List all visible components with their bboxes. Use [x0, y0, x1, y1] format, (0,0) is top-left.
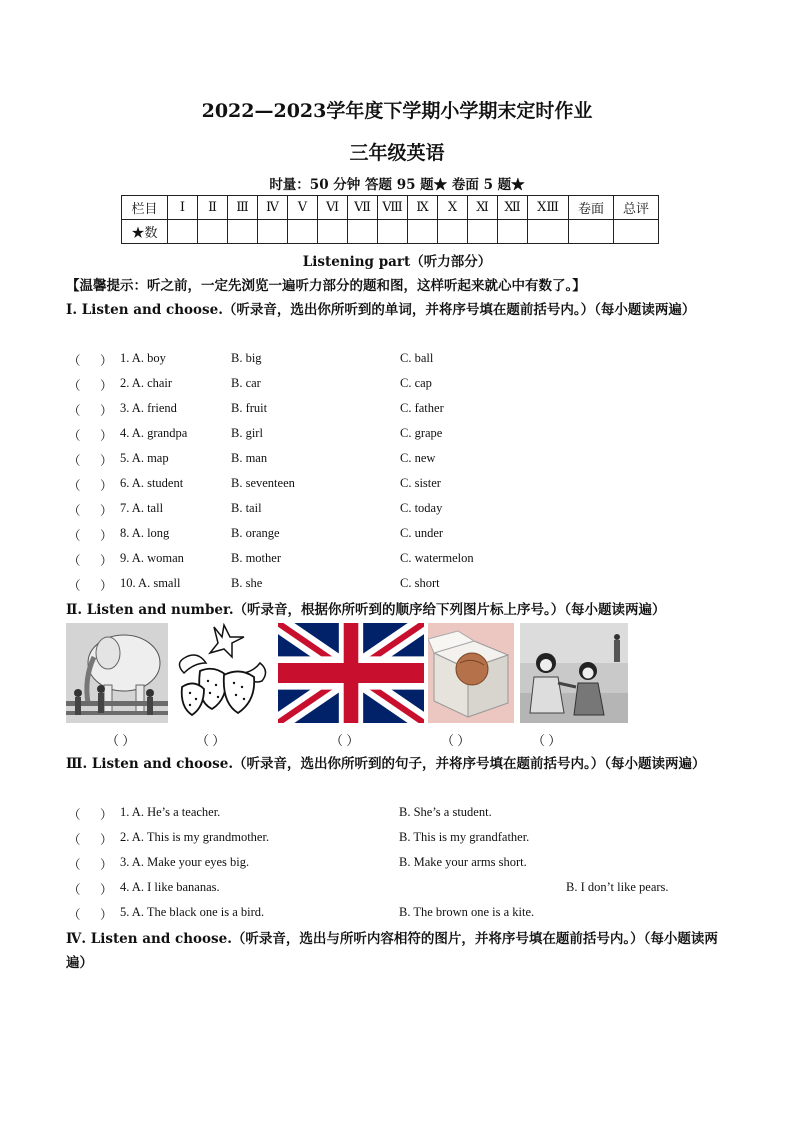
answer-blank[interactable]: （: [68, 579, 81, 593]
section-4-heading: Ⅳ. Listen and choose.（听录音，选出与所听内容相符的图片，并将序号填在题前括号内。）（每小题读两遍）: [66, 931, 718, 971]
option-c: C. grape: [400, 426, 443, 440]
answer-blank[interactable]: （: [68, 858, 81, 872]
answer-blank[interactable]: （: [68, 454, 81, 468]
score-input-cell[interactable]: [198, 220, 228, 244]
answer-blank[interactable]: （: [68, 479, 81, 493]
question-row: （ ） 1. A. boy B. big C. ball: [68, 351, 434, 368]
question-row: （ ） 5. A. The black one is a bird. B. The brown one is a kite.: [68, 905, 535, 922]
exam-info: 时量：50 分钟 答题 95 题★ 卷面 5 题★: [269, 177, 525, 193]
option-a: 9. A. woman: [120, 551, 184, 565]
score-input-cell[interactable]: [348, 220, 378, 244]
girls-picture: [520, 623, 628, 723]
question-row: （ ） 4. A. I like bananas. B. I don’t like pears.: [68, 880, 669, 897]
question-row: （ ） 6. A. student B. seventeen C. sister: [68, 476, 441, 493]
number-blank[interactable]: （ ）: [441, 733, 471, 748]
answer-blank[interactable]: （: [68, 379, 81, 393]
question-row: （ ） 10. A. small B. she C. short: [68, 576, 440, 593]
score-cell: ★数: [122, 220, 168, 244]
option-c: C. sister: [400, 476, 441, 490]
option-b: B. Make your arms short.: [399, 855, 527, 869]
option-c: C. under: [400, 526, 444, 540]
option-b: B. car: [231, 376, 261, 390]
section-2-heading: Ⅱ. Listen and number.（听录音，根据你所听到的顺序给下列图片标上序号。）（每小题读两遍）: [66, 602, 666, 618]
option-c: C. father: [400, 401, 444, 415]
option-a: 5. A. map: [120, 451, 169, 465]
option-c: C. watermelon: [400, 551, 474, 565]
option-a: 10. A. small: [120, 576, 181, 590]
score-cell: Ⅴ: [288, 196, 318, 220]
answer-blank[interactable]: （: [68, 504, 81, 518]
option-a: 5. A. The black one is a bird.: [120, 905, 265, 919]
score-input-cell[interactable]: [378, 220, 408, 244]
option-b: B. man: [231, 451, 268, 465]
score-input-cell[interactable]: [528, 220, 569, 244]
number-blank[interactable]: （ ）: [106, 733, 136, 748]
answer-blank[interactable]: （: [68, 529, 81, 543]
strawberry-picture: [174, 623, 270, 723]
score-input-cell[interactable]: [288, 220, 318, 244]
box-ball-picture: [428, 623, 514, 723]
option-a: 4. A. I like bananas.: [120, 880, 220, 894]
option-c: C. short: [400, 576, 440, 590]
score-cell: Ⅶ: [348, 196, 378, 220]
score-cell: Ⅷ: [378, 196, 408, 220]
option-a: 3. A. friend: [120, 401, 177, 415]
option-b: B. big: [231, 351, 262, 365]
score-input-cell[interactable]: [168, 220, 198, 244]
option-b: B. seventeen: [231, 476, 295, 490]
answer-blank[interactable]: （: [68, 429, 81, 443]
option-a: 8. A. long: [120, 526, 170, 540]
score-cell: 卷面: [569, 196, 614, 220]
score-input-cell[interactable]: [614, 220, 659, 244]
option-c: C. today: [400, 501, 443, 515]
score-cell: 栏目: [122, 196, 168, 220]
answer-blank[interactable]: （: [68, 554, 81, 568]
answer-blank[interactable]: （: [68, 404, 81, 418]
score-table: [121, 195, 659, 244]
number-blank[interactable]: （ ）: [330, 733, 360, 748]
option-a: 6. A. student: [120, 476, 184, 490]
option-b: B. This is my grandfather.: [399, 830, 530, 844]
option-c: C. new: [400, 451, 436, 465]
score-input-cell[interactable]: [438, 220, 468, 244]
question-row: （ ） 5. A. map B. man C. new: [68, 451, 436, 468]
question-row: （ ） 1. A. He’s a teacher. B. She’s a student.: [68, 805, 492, 822]
option-a: 3. A. Make your eyes big.: [120, 855, 250, 869]
score-input-cell[interactable]: [408, 220, 438, 244]
score-cell: Ⅳ: [258, 196, 288, 220]
score-input-cell[interactable]: [498, 220, 528, 244]
uk-flag-picture: [278, 623, 424, 723]
option-a: 1. A. boy: [120, 351, 166, 365]
score-table-header-row: [122, 196, 659, 220]
section-3-heading: Ⅲ. Listen and choose.（听录音，选出你所听到的句子，并将序号填在题前括号内。）（每小题读两遍）: [66, 756, 706, 772]
option-b: B. fruit: [231, 401, 268, 415]
score-cell: Ⅱ: [198, 196, 228, 220]
score-cell: Ⅰ: [168, 196, 198, 220]
exam-title: 2022—2023学年度下学期小学期末定时作业: [201, 100, 593, 122]
option-b: B. She’s a student.: [399, 805, 492, 819]
option-b: B. The brown one is a kite.: [399, 905, 535, 919]
exam-subtitle: 三年级英语: [349, 142, 445, 164]
option-a: 1. A. He’s a teacher.: [120, 805, 221, 819]
option-b: B. mother: [231, 551, 281, 565]
number-blank[interactable]: （ ）: [532, 733, 562, 748]
score-input-cell[interactable]: [318, 220, 348, 244]
option-b: B. tail: [231, 501, 262, 515]
score-cell: 总评: [614, 196, 659, 220]
answer-blank[interactable]: （: [68, 833, 81, 847]
score-cell: Ⅹ: [438, 196, 468, 220]
answer-blank[interactable]: （: [68, 354, 81, 368]
score-cell: Ⅸ: [408, 196, 438, 220]
option-c: C. cap: [400, 376, 432, 390]
answer-blank[interactable]: （: [68, 808, 81, 822]
option-b: B. I don’t like pears.: [566, 880, 669, 894]
score-input-cell[interactable]: [569, 220, 614, 244]
option-a: 2. A. chair: [120, 376, 173, 390]
question-row: （ ） 3. A. Make your eyes big. B. Make your arms short.: [68, 855, 527, 872]
question-row: （ ） 7. A. tall B. tail C. today: [68, 501, 443, 518]
option-a: 7. A. tall: [120, 501, 164, 515]
score-input-cell[interactable]: [468, 220, 498, 244]
answer-blank[interactable]: （: [68, 883, 81, 897]
option-b: B. girl: [231, 426, 263, 440]
section-1-heading: Ⅰ. Listen and choose.（听录音，选出你所听到的单词，并将序号填在题前括号内。）（每小题读两遍）: [66, 302, 696, 318]
score-table-star-row: [122, 220, 659, 244]
option-a: 2. A. This is my grandmother.: [120, 830, 270, 844]
question-row: （ ） 8. A. long B. orange C. under: [68, 526, 444, 543]
score-cell: Ⅻ: [498, 196, 528, 220]
option-b: B. orange: [231, 526, 280, 540]
option-b: B. she: [231, 576, 263, 590]
score-cell: Ⅲ: [228, 196, 258, 220]
answer-blank[interactable]: （: [68, 908, 81, 922]
question-row: （ ） 4. A. grandpa B. girl C. grape: [68, 426, 443, 443]
score-cell: Ⅵ: [318, 196, 348, 220]
option-c: C. ball: [400, 351, 434, 365]
score-cell: Ⅺ: [468, 196, 498, 220]
elephant-picture: [66, 623, 168, 723]
score-input-cell[interactable]: [258, 220, 288, 244]
listening-part-heading: Listening part（听力部分）: [302, 254, 492, 270]
score-cell: ⅩⅢ: [528, 196, 569, 220]
option-a: 4. A. grandpa: [120, 426, 188, 440]
question-row: （ ） 3. A. friend B. fruit C. father: [68, 401, 444, 418]
question-row: （ ） 9. A. woman B. mother C. watermelon: [68, 551, 474, 568]
tip-note: 【温馨提示：听之前，一定先浏览一遍听力部分的题和图，这样听起来就心中有数了。】: [66, 278, 586, 294]
question-row: （ ） 2. A. chair B. car C. cap: [68, 376, 432, 393]
score-input-cell[interactable]: [228, 220, 258, 244]
number-blank[interactable]: （ ）: [196, 733, 226, 748]
question-row: （ ） 2. A. This is my grandmother. B. This is my grandfather.: [68, 830, 530, 847]
